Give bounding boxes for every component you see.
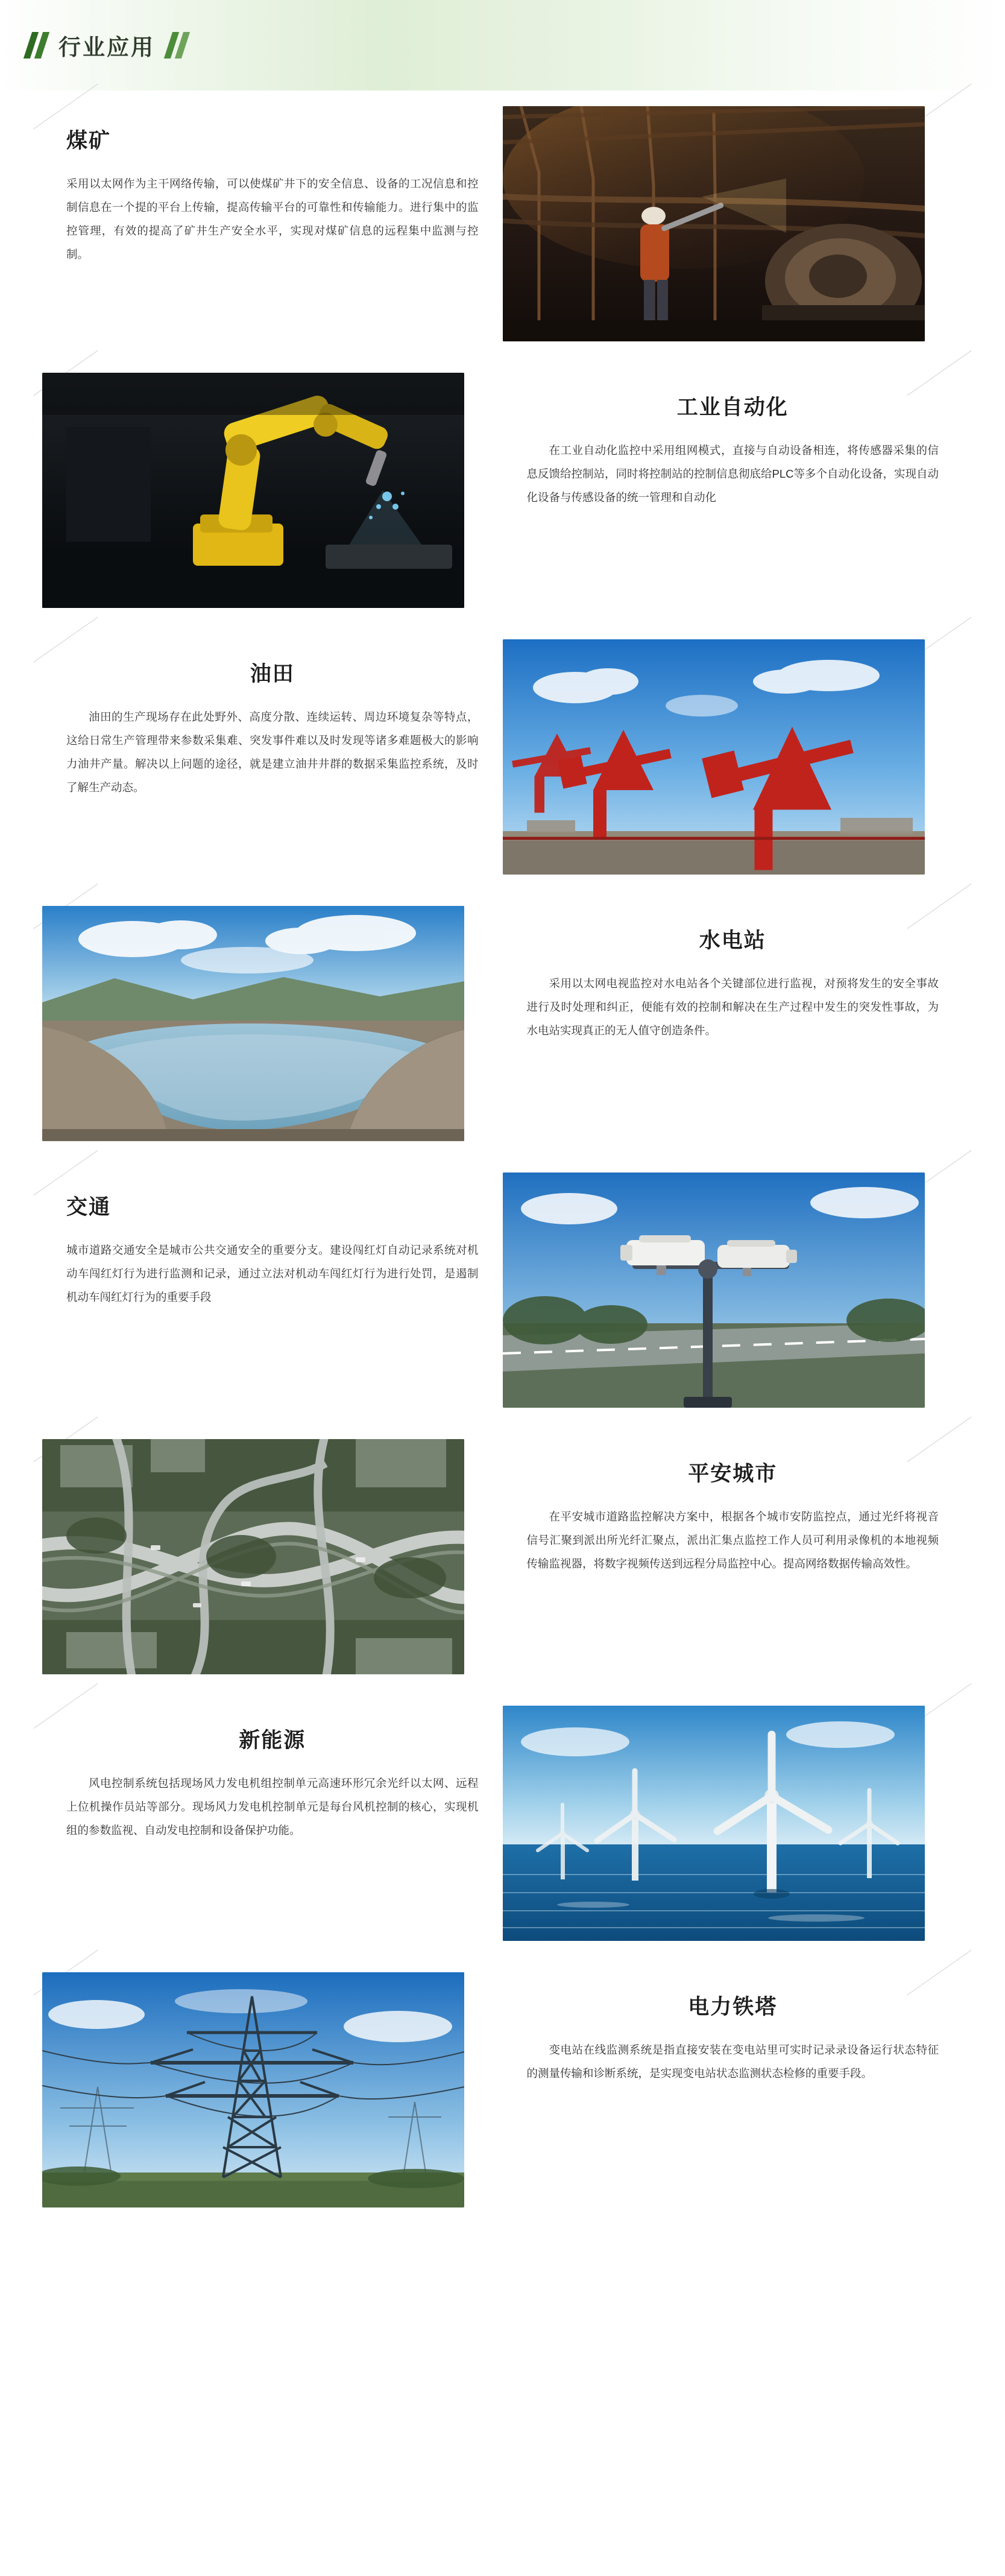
section-title-oil-field: 油田 xyxy=(250,662,295,686)
industry-sections xyxy=(0,90,1005,2259)
section-title-industrial-automation: 工业自动化 xyxy=(676,396,789,419)
transportation-photo xyxy=(503,1172,925,1408)
section-new-energy xyxy=(0,1690,1005,1957)
oil-field-photo xyxy=(503,639,925,875)
section-oil-field xyxy=(0,624,1005,890)
section-title-coal-mine: 煤矿 xyxy=(66,129,112,153)
section-hydropower-station xyxy=(0,890,1005,1157)
section-body-new-energy: 风电控制系统包括现场风力发电机组控制单元高速环形冗余光纤以太网、远程上位机操作员站等部分。现场风力发电机控制单元是每台风机控制的核心，实现机组的参数监视、自动发电控制和设备保护功能。 xyxy=(66,1777,479,1837)
industrial-automation-photo xyxy=(42,373,464,608)
section-body-hydropower-station: 采用以太网电视监控对水电站各个关键部位进行监视，对预将发生的安全事故进行及时处理和纠正，便能有效的控制和解决在生产过程中发生的突发性事故，为水电站实现真正的无人值守创造条件。 xyxy=(526,977,939,1037)
header-left-slashes xyxy=(28,32,45,59)
section-title-transportation: 交通 xyxy=(66,1195,112,1219)
section-body-safe-city: 在平安城市道路监控解决方案中，根据各个城市安防监控点，通过光纤将视音信号汇聚到派出所光纤汇聚点，派出汇集点监控工作人员可利用录像机的本地视频传输监视器，将数字视频传送到远程分局监控中心。提高网络数据传输高效性。 xyxy=(526,1510,939,1570)
section-power-tower xyxy=(0,1957,1005,2223)
page-header xyxy=(0,0,1005,90)
section-coal-mine xyxy=(0,90,1005,357)
section-body-coal-mine: 采用以太网作为主干网络传输，可以使煤矿井下的安全信息、设备的工况信息和控制信息在一个提的平台上传输，提高传输平台的可靠性和传输能力。进行集中的监控管理，有效的提高了矿井生产安全水平，实现对煤矿信息的远程集中监测与控制。 xyxy=(66,177,479,261)
section-body-transportation: 城市道路交通安全是城市公共交通安全的重要分支。建设闯红灯自动记录系统对机动车闯红灯行为进行监测和记录，通过立法对机动车闯红灯行为进行处罚，是遏制机动车闯红灯行为的重要手段 xyxy=(66,1244,479,1303)
new-energy-photo xyxy=(503,1706,925,1941)
header-right-slashes xyxy=(168,32,186,59)
section-body-power-tower: 变电站在线监测系统是指直接安装在变电站里可实时记录录设备运行状态特征的测量传输和诊断系统，是实现变电站状态监测状态检修的重要手段。 xyxy=(526,2043,939,2080)
section-title-new-energy: 新能源 xyxy=(239,1729,306,1752)
section-body-industrial-automation: 在工业自动化监控中采用组网模式，直接与自动设备相连，将传感器采集的信息反馈给控制站，同时将控制站的控制信息彻底给PLC等多个自动化设备，实现自动化设备与传感设备的统一管理和自动化 xyxy=(526,444,939,504)
page-title: 行业应用 xyxy=(58,35,155,60)
section-body-oil-field: 油田的生产现场存在此处野外、高度分散、连续运转、周边环境复杂等特点，这给日常生产管理带来参数采集难、突发事件难以及时发现等诸多难题极大的影响力油井产量。解决以上问题的途径，就是建立油井井群的数据采集监控系统，及时了解生产动态。 xyxy=(66,710,479,794)
section-title-power-tower: 电力铁塔 xyxy=(688,1995,778,2019)
section-title-safe-city: 平安城市 xyxy=(688,1462,778,1486)
section-transportation xyxy=(0,1157,1005,1423)
section-title-hydropower-station: 水电站 xyxy=(699,929,766,952)
section-safe-city xyxy=(0,1423,1005,1690)
hydropower-station-photo xyxy=(42,906,464,1141)
safe-city-photo xyxy=(42,1439,464,1674)
power-tower-photo xyxy=(42,1972,464,2207)
coal-mine-photo xyxy=(503,106,925,341)
section-industrial-automation xyxy=(0,357,1005,624)
